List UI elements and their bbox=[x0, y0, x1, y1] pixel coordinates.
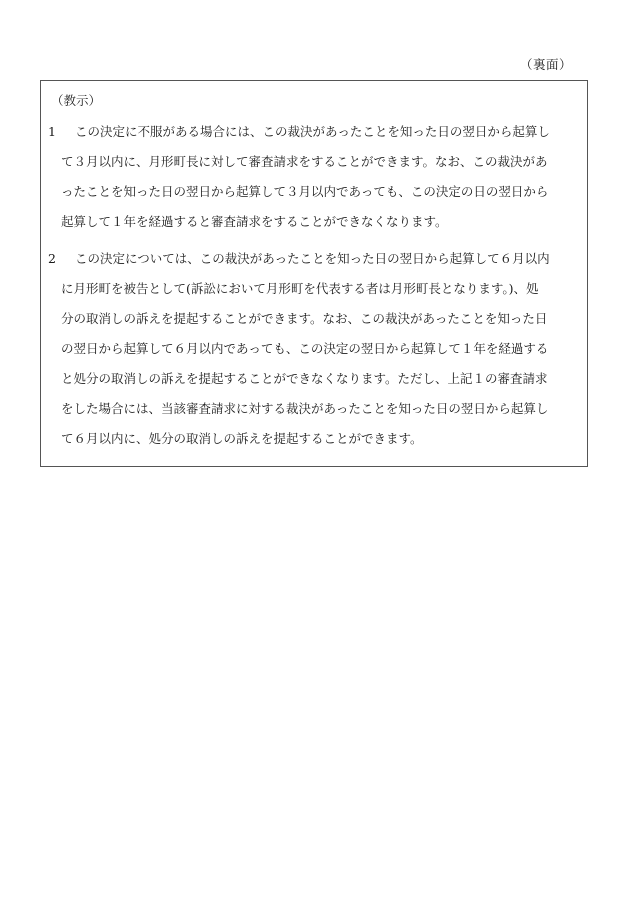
item-line: ったことを知った日の翌日から起算して３月以内であっても、この決定の日の翌日から bbox=[61, 184, 549, 199]
item-number: 1 bbox=[48, 124, 56, 139]
item-line: この決定に不服がある場合には、この裁決があったことを知った日の翌日から起算し bbox=[75, 124, 550, 139]
item-line: をした場合には、当該審査請求に対する裁決があったことを知った日の翌日から起算し bbox=[61, 401, 549, 416]
notice-heading: （教示） bbox=[51, 93, 102, 108]
item-line: 起算して１年を経過すると審査請求をすることができなくなります。 bbox=[61, 214, 448, 229]
item-line: の翌日から起算して６月以内であっても、この決定の翌日から起算して１年を経過する bbox=[61, 341, 549, 356]
item-line: と処分の取消しの訴えを提起することができなくなります。ただし、上記１の審査請求 bbox=[61, 371, 548, 386]
page-side-label: （裏面） bbox=[519, 57, 572, 72]
item-line: この決定については、この裁決があったことを知った日の翌日から起算して６月以内 bbox=[75, 251, 550, 266]
notice-box bbox=[40, 80, 588, 467]
item-number: 2 bbox=[48, 251, 56, 266]
item-line: に月形町を被告として(訴訟において月形町を代表する者は月形町長となります。)、処 bbox=[61, 281, 539, 296]
item-line: て６月以内に、処分の取消しの訴えを提起することができます。 bbox=[61, 431, 423, 446]
item-line: て３月以内に、月形町長に対して審査請求をすることができます。なお、この裁決があ bbox=[61, 154, 548, 169]
item-line: 分の取消しの訴えを提起することができます。なお、この裁決があったことを知った日 bbox=[61, 311, 548, 326]
